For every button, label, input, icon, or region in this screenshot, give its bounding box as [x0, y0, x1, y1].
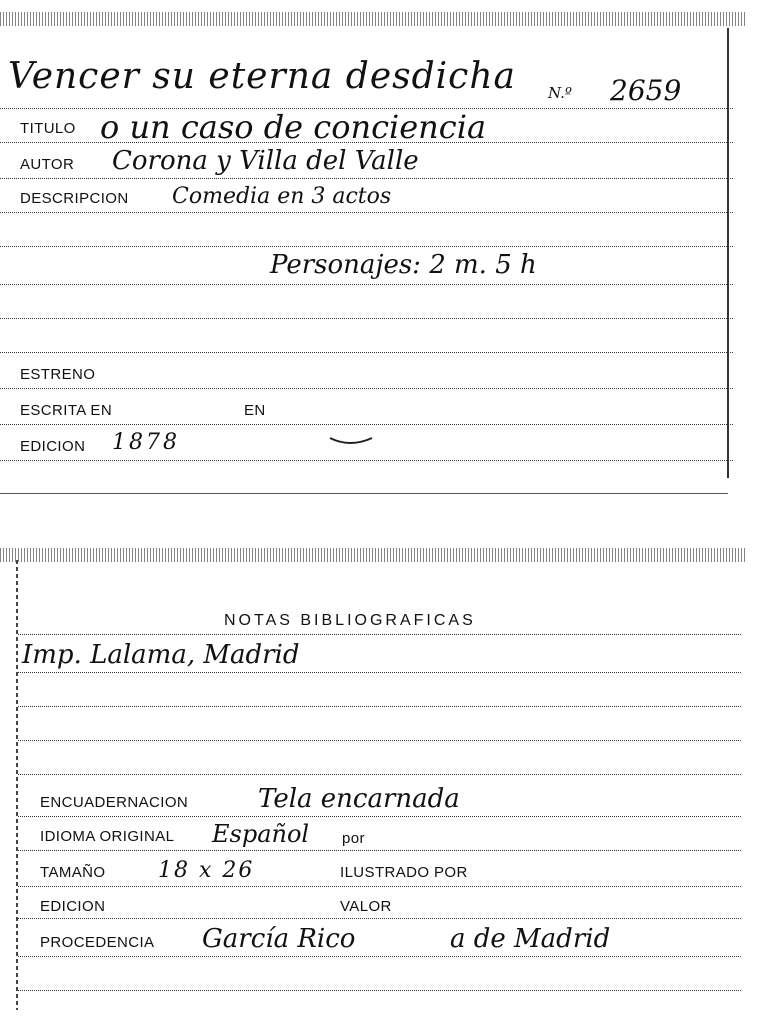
notas-heading: NOTAS BIBLIOGRAFICAS — [224, 612, 476, 629]
edicion-label-back: EDICION — [40, 898, 106, 915]
edicion-value: 1878 — [112, 430, 180, 455]
idioma-value: Español — [212, 820, 310, 848]
encuadernacion-value: Tela encarnada — [258, 784, 460, 814]
ruled-line — [18, 850, 741, 851]
ruled-line — [0, 318, 733, 319]
catalog-card-front — [0, 0, 745, 494]
edicion-label: EDICION — [20, 438, 86, 455]
catalog-card-back — [0, 540, 745, 1010]
valor-label: VALOR — [340, 898, 392, 915]
tamano-value: 18 x 26 — [158, 858, 255, 883]
ruled-line — [0, 284, 733, 285]
idioma-label: IDIOMA ORIGINAL — [40, 828, 175, 845]
smudge-mark — [320, 430, 380, 450]
estreno-label: ESTRENO — [20, 366, 96, 383]
procedencia-value-2: a de Madrid — [450, 924, 611, 954]
en-label: EN — [244, 402, 266, 419]
ruled-line — [0, 178, 733, 179]
ruled-line — [18, 886, 741, 887]
notes-line: Imp. Lalama, Madrid — [22, 640, 300, 670]
descripcion-label: DESCRIPCION — [20, 190, 129, 207]
ilustrado-label: ILUSTRADO POR — [340, 864, 468, 881]
personajes-note: Personajes: 2 m. 5 h — [270, 250, 537, 280]
tamano-label: TAMAÑO — [40, 864, 106, 881]
catalog-number: 2659 — [610, 74, 682, 107]
card-left-border — [16, 560, 18, 1010]
ruled-line — [18, 774, 741, 775]
ruled-line — [18, 740, 741, 741]
handwritten-title: Vencer su eterna desdicha — [8, 56, 516, 97]
titulo-label: TITULO — [20, 120, 76, 137]
ruled-line — [0, 388, 733, 389]
number-label: N.º — [548, 84, 572, 102]
ruled-line — [18, 918, 741, 919]
ruled-line — [18, 956, 741, 957]
procedencia-value: García Rico — [202, 924, 356, 954]
ruled-line — [0, 460, 733, 461]
ruled-line — [0, 424, 733, 425]
encuadernacion-label: ENCUADERNACION — [40, 794, 189, 811]
ruled-line — [18, 672, 741, 673]
descripcion-value: Comedia en 3 actos — [172, 184, 392, 209]
ruled-line — [18, 706, 741, 707]
card-edge-speckle — [0, 12, 745, 26]
ruled-line — [0, 212, 733, 213]
por-label: por — [342, 830, 365, 847]
autor-value: Corona y Villa del Valle — [112, 146, 419, 176]
escrita-label: ESCRITA EN — [20, 402, 113, 419]
autor-label: AUTOR — [20, 156, 75, 173]
ruled-line — [18, 816, 741, 817]
titulo-value: o un caso de conciencia — [100, 108, 487, 146]
card-right-border — [727, 28, 729, 478]
ruled-line — [0, 142, 733, 143]
ruled-line — [18, 990, 741, 991]
ruled-line — [0, 352, 733, 353]
card-edge-speckle — [0, 548, 745, 562]
ruled-line — [0, 246, 733, 247]
ruled-line — [18, 634, 741, 635]
procedencia-label: PROCEDENCIA — [40, 934, 155, 951]
